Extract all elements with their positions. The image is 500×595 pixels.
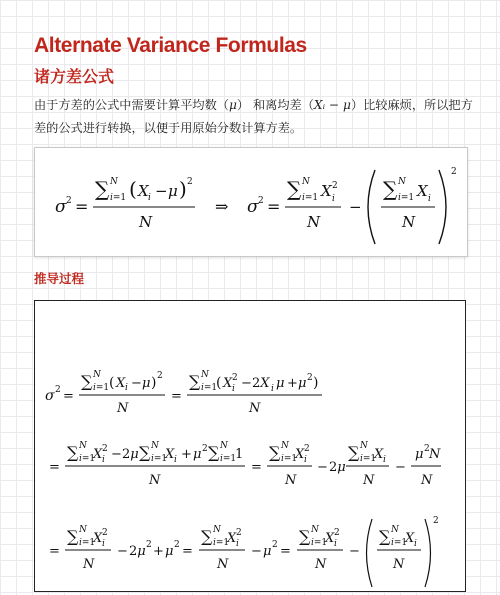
svg-text:−: − xyxy=(241,376,252,391)
svg-text:2: 2 xyxy=(272,540,278,550)
svg-text:N: N xyxy=(315,557,327,572)
intro-text-2: ） 和离均差（ xyxy=(236,98,314,112)
svg-text:2μ: 2μ xyxy=(129,544,146,559)
svg-text:i=1: i=1 xyxy=(79,454,96,464)
svg-text:μ: μ xyxy=(276,376,285,391)
svg-text:N: N xyxy=(363,473,375,488)
svg-text:∑: ∑ xyxy=(201,527,213,546)
svg-text:=: = xyxy=(63,389,74,404)
svg-text:+: + xyxy=(153,544,164,559)
svg-text:i=1: i=1 xyxy=(213,538,230,548)
svg-text:∑: ∑ xyxy=(189,372,201,391)
svg-text:N: N xyxy=(149,473,161,488)
svg-text:N: N xyxy=(429,447,441,462)
svg-text:∑: ∑ xyxy=(139,443,151,462)
intro-text-3: ）比较麻烦，所以把方差的公式进行转换，以便于用原始分数计算方差。 xyxy=(34,98,473,135)
svg-text:X: X xyxy=(374,447,384,462)
derivation-heading: 推导过程 xyxy=(34,271,85,286)
svg-text:∑: ∑ xyxy=(95,177,110,201)
svg-text:=: = xyxy=(49,544,60,559)
svg-text:∑: ∑ xyxy=(299,527,311,546)
svg-text:i: i xyxy=(102,539,105,549)
svg-text:−: − xyxy=(131,376,142,391)
svg-text:⇒: ⇒ xyxy=(215,197,229,216)
svg-text:σ: σ xyxy=(45,388,55,404)
svg-text:X: X xyxy=(405,531,415,546)
svg-text:i=1: i=1 xyxy=(220,454,237,464)
svg-text:i: i xyxy=(383,455,386,465)
svg-text:i=1: i=1 xyxy=(110,193,127,203)
svg-text:N: N xyxy=(285,473,297,488)
svg-text:2: 2 xyxy=(232,373,238,383)
svg-text:X: X xyxy=(165,447,175,462)
svg-text:(: ( xyxy=(129,177,137,201)
svg-text:−: − xyxy=(155,182,168,200)
intro-paragraph xyxy=(34,94,474,140)
svg-text:2: 2 xyxy=(334,528,340,538)
svg-text:i: i xyxy=(428,194,431,204)
svg-text:2: 2 xyxy=(202,444,208,454)
svg-text:σ: σ xyxy=(55,197,67,217)
svg-text:2X: 2X xyxy=(252,376,270,391)
svg-text:i=1: i=1 xyxy=(201,383,218,393)
svg-text:−: − xyxy=(117,544,128,559)
svg-text:N: N xyxy=(139,213,153,231)
svg-text:N: N xyxy=(83,557,95,572)
svg-text:∑: ∑ xyxy=(269,443,281,462)
svg-text:2: 2 xyxy=(236,528,242,538)
svg-text:i: i xyxy=(414,539,417,549)
svg-text:=: = xyxy=(75,197,89,216)
deviation-symbol: Xᵢ − μ xyxy=(313,98,351,112)
svg-text:2: 2 xyxy=(102,444,108,454)
svg-text:i: i xyxy=(102,455,105,465)
svg-text:): ) xyxy=(151,375,157,391)
svg-text:N: N xyxy=(117,401,129,416)
svg-text:i=1: i=1 xyxy=(151,454,168,464)
svg-text:N: N xyxy=(201,370,209,380)
svg-text:∑: ∑ xyxy=(379,527,391,546)
svg-text:μ: μ xyxy=(142,376,151,391)
svg-text:1: 1 xyxy=(235,447,244,462)
svg-text:i=1: i=1 xyxy=(302,193,319,203)
svg-text:i=1: i=1 xyxy=(391,538,408,548)
svg-text:N: N xyxy=(393,557,405,572)
svg-text:2: 2 xyxy=(332,181,338,191)
svg-text:X: X xyxy=(93,531,103,546)
derivation-svg xyxy=(35,301,465,591)
main-formula-box xyxy=(34,147,468,257)
svg-text:−: − xyxy=(349,198,362,216)
svg-text:2μ: 2μ xyxy=(329,460,346,475)
svg-text:N: N xyxy=(93,370,101,380)
svg-text:μ: μ xyxy=(415,447,424,462)
svg-text:N: N xyxy=(360,441,368,451)
derivation-line-3-graphic xyxy=(49,516,439,587)
svg-text:2: 2 xyxy=(258,196,264,206)
svg-text:2: 2 xyxy=(424,444,430,454)
svg-text:μ: μ xyxy=(263,544,272,559)
svg-text:N: N xyxy=(421,473,433,488)
derivation-line-1-graphic xyxy=(45,370,322,416)
svg-text:+: + xyxy=(287,376,298,391)
derivation-line-2-graphic xyxy=(49,441,441,488)
svg-text:2: 2 xyxy=(187,177,193,187)
svg-text:μ: μ xyxy=(193,447,202,462)
svg-text:−: − xyxy=(349,544,360,559)
svg-text:i=1: i=1 xyxy=(311,538,328,548)
svg-text:): ) xyxy=(179,177,187,201)
svg-text:i: i xyxy=(304,455,307,465)
svg-text:i: i xyxy=(174,455,177,465)
svg-text:−: − xyxy=(395,460,406,475)
svg-text:2: 2 xyxy=(146,540,152,550)
svg-text:∑: ∑ xyxy=(348,443,360,462)
svg-text:i: i xyxy=(125,383,128,393)
svg-text:X: X xyxy=(227,531,237,546)
svg-text:∑: ∑ xyxy=(287,177,302,201)
svg-text:(: ( xyxy=(216,375,222,391)
svg-text:=: = xyxy=(280,544,291,559)
svg-text:N: N xyxy=(311,525,319,535)
svg-text:i: i xyxy=(232,384,235,394)
svg-text:=: = xyxy=(171,389,182,404)
svg-text:2: 2 xyxy=(307,373,313,383)
svg-text:N: N xyxy=(110,177,118,187)
svg-text:N: N xyxy=(391,525,399,535)
svg-text:i: i xyxy=(334,539,337,549)
svg-text:N: N xyxy=(307,213,321,231)
svg-text:i=1: i=1 xyxy=(93,383,110,393)
svg-text:N: N xyxy=(398,177,406,187)
svg-text:i: i xyxy=(332,194,335,204)
svg-text:2: 2 xyxy=(55,385,61,395)
svg-text:X: X xyxy=(116,376,126,391)
svg-text:(: ( xyxy=(109,375,115,391)
svg-text:μ: μ xyxy=(168,182,178,200)
svg-text:=: = xyxy=(49,460,60,475)
svg-text:σ: σ xyxy=(247,197,259,217)
svg-text:2: 2 xyxy=(304,444,310,454)
svg-text:∑: ∑ xyxy=(67,527,79,546)
svg-text:2μ: 2μ xyxy=(122,447,139,462)
svg-text:−: − xyxy=(317,460,328,475)
page-subtitle: 诸方差公式 xyxy=(34,67,115,86)
svg-text:i=1: i=1 xyxy=(281,454,298,464)
svg-text:μ: μ xyxy=(298,376,307,391)
derivation-box xyxy=(34,300,466,592)
svg-text:+: + xyxy=(181,447,192,462)
svg-text:N: N xyxy=(213,525,221,535)
svg-text:N: N xyxy=(151,441,159,451)
svg-text:i: i xyxy=(148,193,151,203)
svg-text:∑: ∑ xyxy=(67,443,79,462)
svg-text:=: = xyxy=(251,460,262,475)
svg-text:=: = xyxy=(267,197,281,216)
svg-text:X: X xyxy=(138,182,149,200)
svg-text:): ) xyxy=(313,375,319,391)
svg-text:X: X xyxy=(93,447,103,462)
svg-text:N: N xyxy=(302,177,310,187)
svg-text:∑: ∑ xyxy=(81,372,93,391)
svg-text:N: N xyxy=(402,213,416,231)
svg-text:X: X xyxy=(417,182,428,200)
main-formula-svg xyxy=(35,148,467,256)
svg-text:N: N xyxy=(79,525,87,535)
svg-text:=: = xyxy=(182,544,193,559)
svg-text:−: − xyxy=(111,447,122,462)
svg-text:−: − xyxy=(251,544,262,559)
svg-text:2: 2 xyxy=(66,196,72,206)
svg-text:2: 2 xyxy=(174,540,180,550)
svg-text:X: X xyxy=(223,376,233,391)
svg-text:i: i xyxy=(271,384,274,394)
intro-text-1: 由于方差的公式中需要计算平均数（ xyxy=(34,98,229,112)
page-title: Alternate Variance Formulas xyxy=(34,34,307,57)
svg-text:i: i xyxy=(236,539,239,549)
svg-text:μ: μ xyxy=(165,544,174,559)
svg-text:N: N xyxy=(220,441,228,451)
svg-text:i=1: i=1 xyxy=(79,538,96,548)
svg-text:X: X xyxy=(325,531,335,546)
svg-text:N: N xyxy=(217,557,229,572)
svg-text:2: 2 xyxy=(102,528,108,538)
svg-text:∑: ∑ xyxy=(208,443,220,462)
svg-text:∑: ∑ xyxy=(383,177,398,201)
svg-text:i=1: i=1 xyxy=(360,454,377,464)
mu-symbol: μ xyxy=(229,98,237,112)
svg-text:X: X xyxy=(295,447,305,462)
svg-text:X: X xyxy=(321,182,332,200)
svg-text:2: 2 xyxy=(433,516,439,526)
svg-text:2: 2 xyxy=(157,371,163,381)
svg-text:N: N xyxy=(79,441,87,451)
svg-text:N: N xyxy=(281,441,289,451)
svg-text:i=1: i=1 xyxy=(398,193,415,203)
svg-text:N: N xyxy=(249,401,261,416)
svg-text:2: 2 xyxy=(451,167,457,177)
